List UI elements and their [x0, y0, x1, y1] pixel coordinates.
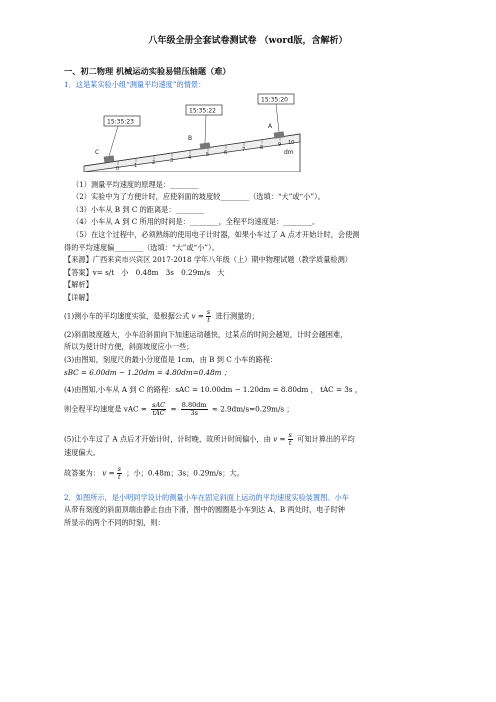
question-1-label: 1．这是某实验小组“测量平均速度”的情景： [64, 80, 206, 89]
tick-2: 2 [152, 160, 156, 166]
solution-4-line-1: (4)由图知,小车从 A 到 C 的路程：sAC = 10.00dm − 1.20dm = 8.80dm ， tAC = 3s ， [64, 385, 363, 394]
solution-1-text-a: (1)测小车的平均速度实验，是根据公式 [64, 311, 190, 321]
final-answer-text-a: 故答案为： [64, 468, 100, 478]
detail-heading: 【详解】 [64, 293, 93, 302]
fraction-num: s [206, 308, 211, 316]
fraction-num: s [117, 465, 121, 473]
answer-line: 【答案】v= s/t 小 0.48m 3s 0.29m/s 大 [64, 268, 225, 277]
fraction-den: 3s [190, 409, 198, 417]
solution-1 [64, 309, 259, 324]
point-c-label: C [95, 149, 100, 156]
question-2-line-3: 所显示的两个不同的时刻，则： [64, 518, 165, 527]
solution-4-text-b: ≈ 2.9dm/s=0.29m/s ； [211, 404, 294, 414]
analysis-heading: 【解析】 [64, 280, 93, 289]
question-1-stem [64, 80, 205, 90]
question-2-line-1 [64, 493, 349, 503]
experiment-figure [78, 92, 306, 172]
source-line: 【来源】广西来宾市兴宾区 2017-2018 学年八年级（上）期中物理试题（教学质量检测） [64, 255, 352, 264]
tick-7: 7 [242, 147, 246, 153]
solution-5-text-a: (5)让小车过了 A 点后才开始计时，计时晚，故所计时间偏小，由 [64, 434, 271, 444]
formula-v: v = [102, 468, 115, 478]
equals-sign: = [170, 404, 177, 414]
fraction-den: tAC [152, 409, 165, 417]
tick-0: 0 [116, 166, 120, 172]
page-title: 八年级全册全套试卷测试卷 （word版，含解析） [148, 36, 348, 46]
solution-2-line-2: 所以为使计时方便，斜面坡度应小一些； [64, 342, 194, 351]
fraction-den: t [117, 473, 121, 481]
solution-1-text-b: 进行测量的； [215, 311, 259, 321]
fraction-num: s [288, 431, 292, 439]
question-2-line-2: 从带有刻度的斜面顶端由静止自由下滑，图中的圆圈是小车到达 A、B 两处时，电子时钟 [64, 505, 345, 514]
solution-5 [64, 432, 355, 447]
solution-4-text-a: 则全程平均速度是 vAC = [64, 404, 147, 414]
q1-item-3: （3）小车从 B 到 C 的距离是：________ [72, 205, 205, 214]
clock-b-time: 15:35:22 [189, 107, 216, 115]
tick-9: 9 [278, 142, 282, 148]
fraction-880-over-3 [181, 402, 208, 417]
formula-v: v = [191, 311, 204, 321]
fraction-s-over-t [288, 432, 293, 447]
fraction-den: t [288, 439, 292, 447]
tick-6: 6 [224, 150, 228, 156]
fraction-den: t [207, 316, 210, 324]
solution-4-line-2 [64, 402, 294, 417]
fraction-num: sAC [152, 401, 166, 409]
tick-3: 3 [170, 158, 174, 164]
point-a-label: A [268, 123, 273, 130]
formula-v: v = [273, 434, 286, 444]
tick-8: 8 [260, 145, 264, 151]
q1-item-5: （5）在这个过程中，必须熟练的使用电子计时器，如果小车过了 A 点才开始计时，会使测 [72, 230, 360, 239]
tick-10: 10 [288, 140, 295, 146]
tick-5: 5 [206, 152, 210, 158]
q1-item-2: （2）实验中为了方便计时，应使斜面的坡度较________（选填：“大”或“小”）。 [72, 192, 325, 201]
q1-item-1: （1）测量平均速度的原理是：________ [72, 180, 199, 189]
fraction-sac-over-tac [151, 402, 166, 417]
ruler-unit: dm [284, 149, 294, 156]
q1-item-4: （4）小车从 A 到 C 所用的时间是：________，全程平均速度是：________。 [72, 217, 320, 226]
final-answer [64, 466, 244, 481]
solution-2-line-1: (2)斜面坡度越大，小车沿斜面向下加速运动越快，过某点的时间会越短，计时会越困难， [64, 330, 348, 339]
solution-3-formula: sBC = 6.00dm − 1.20dm = 4.80dm=0.48m ； [64, 368, 231, 377]
solution-5-text-b: 可知计算出的平均 [297, 434, 355, 444]
clock-c-time: 15:35:23 [107, 118, 134, 126]
question-2-text: 2．如图所示，是小明同学设计的测量小车在固定斜面上运动的平均速度实验装置图。小车 [64, 493, 349, 502]
section-heading: 一、初二物理 机械运动实验易错压轴题（难） [64, 66, 231, 76]
point-b-label: B [188, 135, 193, 142]
q1-item-5-cont: 得的平均速度偏________（选填：“大”或“小”）。 [64, 243, 219, 252]
solution-5-line-2: 速度偏大。 [64, 448, 100, 457]
tick-4: 4 [188, 155, 192, 161]
solution-3-line-1: (3)由图知，刻度尺的最小分度值是 1cm，由 B 到 C 小车的路程： [64, 355, 278, 364]
clock-a-time: 15:35:20 [261, 96, 288, 104]
final-answer-text-b: ；小；0.48m；3s；0.29m/s；大。 [126, 468, 244, 478]
fraction-s-over-t [117, 466, 122, 481]
fraction-s-over-t [206, 309, 211, 324]
fraction-num: 8.80dm [181, 401, 207, 409]
tick-1: 1 [134, 163, 138, 169]
